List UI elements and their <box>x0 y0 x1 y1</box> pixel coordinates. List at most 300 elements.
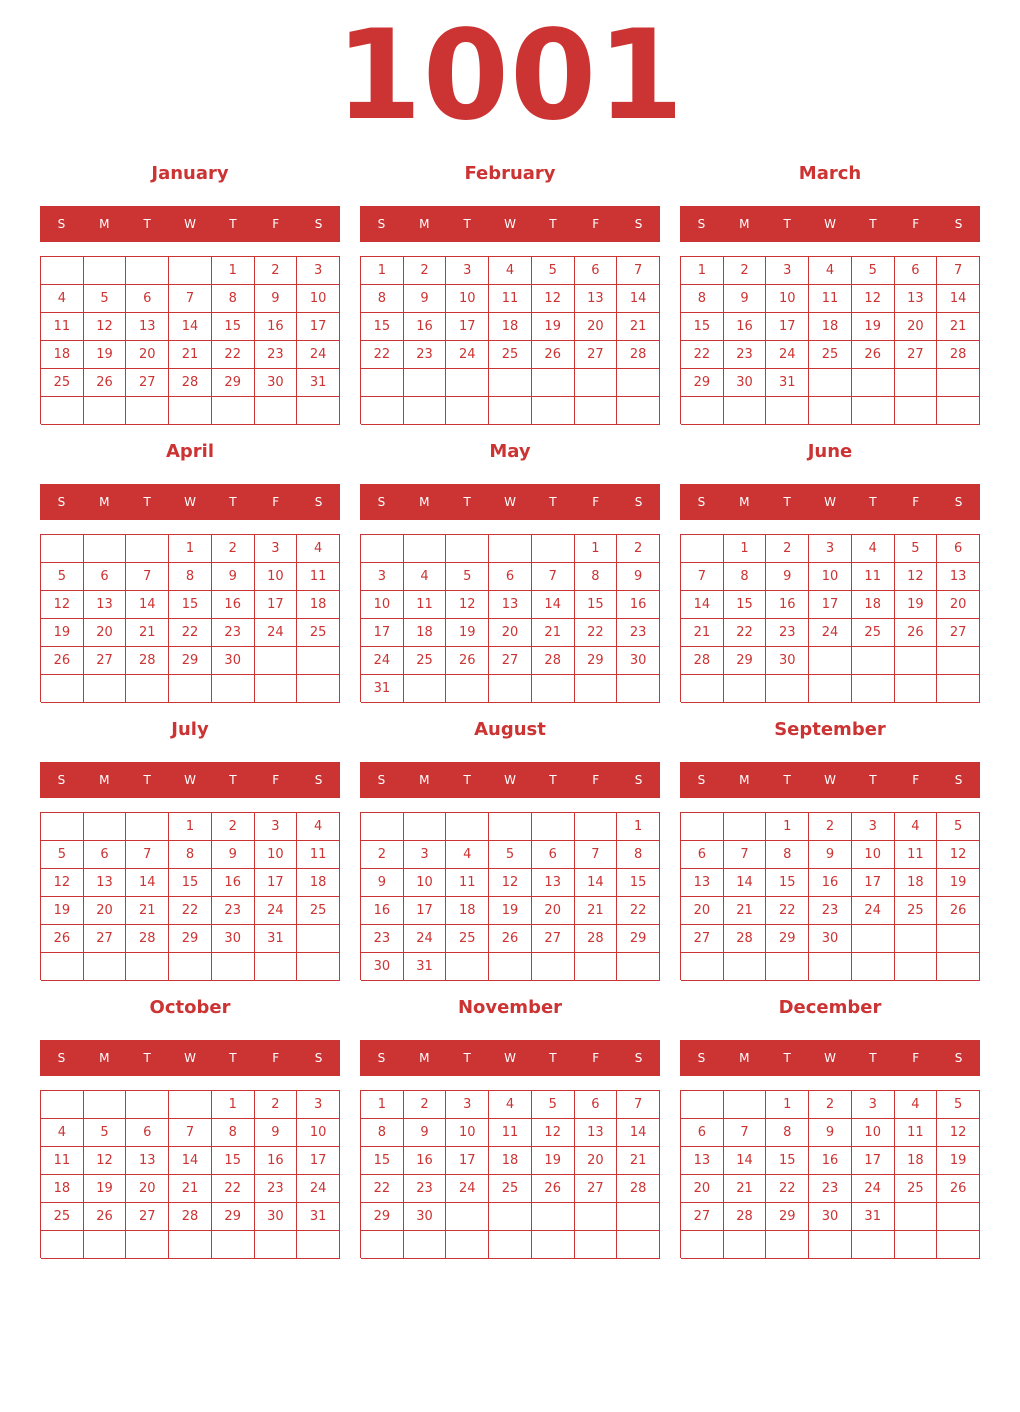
day-cell: 24 <box>361 647 404 675</box>
day-cell: 28 <box>681 647 724 675</box>
day-cell: 7 <box>532 563 575 591</box>
day-cell <box>532 813 575 841</box>
day-cell <box>404 1231 447 1259</box>
weekday-label: M <box>99 1051 110 1065</box>
day-cell: 15 <box>724 591 767 619</box>
day-cell <box>255 397 298 425</box>
day-cell: 19 <box>532 1147 575 1175</box>
day-cell: 12 <box>489 869 532 897</box>
day-cell <box>724 1091 767 1119</box>
day-cell: 25 <box>446 925 489 953</box>
day-cell <box>297 925 340 953</box>
day-cell <box>937 1203 980 1231</box>
day-cell: 18 <box>809 313 852 341</box>
day-cell: 26 <box>532 1175 575 1203</box>
day-cell: 29 <box>681 369 724 397</box>
day-cell: 2 <box>617 535 660 563</box>
weekday-header <box>680 206 980 242</box>
weekday-label: T <box>549 1051 557 1065</box>
day-cell: 5 <box>937 813 980 841</box>
day-cell <box>681 953 724 981</box>
weekday-label: F <box>912 217 920 231</box>
weekday-label: S <box>377 495 386 509</box>
day-cell: 7 <box>575 841 618 869</box>
day-cell <box>169 675 212 703</box>
day-cell: 25 <box>404 647 447 675</box>
month-title: September <box>774 719 886 740</box>
day-cell: 9 <box>404 1119 447 1147</box>
day-cell: 19 <box>446 619 489 647</box>
day-cell <box>404 535 447 563</box>
day-cell: 22 <box>361 1175 404 1203</box>
day-cell: 6 <box>126 1119 169 1147</box>
day-cell: 21 <box>126 897 169 925</box>
day-cell <box>575 1231 618 1259</box>
day-cell <box>895 675 938 703</box>
weekday-label: S <box>697 217 706 231</box>
day-cell: 25 <box>41 1203 84 1231</box>
month-title: November <box>457 997 563 1018</box>
day-cell <box>489 675 532 703</box>
day-cell: 20 <box>84 619 127 647</box>
month-title: June <box>807 441 853 462</box>
day-cell: 24 <box>446 1175 489 1203</box>
day-cell <box>575 675 618 703</box>
day-cell: 3 <box>446 257 489 285</box>
day-cell: 27 <box>489 647 532 675</box>
day-cell: 5 <box>41 841 84 869</box>
day-cell: 11 <box>297 841 340 869</box>
day-cell: 27 <box>575 1175 618 1203</box>
weekday-label: F <box>912 1051 920 1065</box>
day-cell: 13 <box>489 591 532 619</box>
weekday-label: S <box>57 1051 66 1065</box>
day-cell: 2 <box>212 813 255 841</box>
day-cell <box>575 369 618 397</box>
weekday-label: W <box>824 495 836 509</box>
day-cell: 8 <box>681 285 724 313</box>
day-cell: 15 <box>766 1147 809 1175</box>
day-cell: 26 <box>937 1175 980 1203</box>
day-cell <box>169 1091 212 1119</box>
day-cell: 27 <box>126 1203 169 1231</box>
day-cell: 18 <box>297 869 340 897</box>
day-cell <box>446 1231 489 1259</box>
day-cell <box>446 369 489 397</box>
month-title: December <box>778 997 882 1018</box>
day-cell <box>489 1203 532 1231</box>
weekday-label: T <box>869 773 877 787</box>
weekday-label: T <box>143 1051 151 1065</box>
day-cell <box>575 1203 618 1231</box>
day-cell: 9 <box>617 563 660 591</box>
day-cell: 1 <box>169 535 212 563</box>
day-cell: 1 <box>212 257 255 285</box>
day-cell: 21 <box>126 619 169 647</box>
day-cell <box>84 257 127 285</box>
day-cell <box>41 813 84 841</box>
day-cell: 15 <box>361 1147 404 1175</box>
day-cell: 20 <box>532 897 575 925</box>
day-cell: 1 <box>575 535 618 563</box>
day-cell: 25 <box>297 619 340 647</box>
weekday-label: S <box>57 773 66 787</box>
day-grid <box>680 534 980 702</box>
day-cell: 22 <box>361 341 404 369</box>
day-cell <box>532 1231 575 1259</box>
day-cell: 21 <box>617 313 660 341</box>
day-cell: 14 <box>126 869 169 897</box>
day-cell <box>766 675 809 703</box>
day-cell: 12 <box>41 591 84 619</box>
day-cell <box>852 397 895 425</box>
weekday-label: M <box>99 217 110 231</box>
day-cell <box>809 369 852 397</box>
day-cell: 6 <box>681 1119 724 1147</box>
day-cell: 8 <box>575 563 618 591</box>
day-cell <box>617 675 660 703</box>
day-cell: 14 <box>169 1147 212 1175</box>
day-cell <box>895 1231 938 1259</box>
day-cell: 20 <box>681 897 724 925</box>
day-cell: 19 <box>937 1147 980 1175</box>
day-cell: 8 <box>617 841 660 869</box>
day-cell <box>532 369 575 397</box>
day-cell: 21 <box>617 1147 660 1175</box>
day-cell: 23 <box>361 925 404 953</box>
day-cell: 31 <box>361 675 404 703</box>
day-cell: 8 <box>169 841 212 869</box>
day-cell: 21 <box>169 1175 212 1203</box>
day-cell: 15 <box>617 869 660 897</box>
day-cell: 30 <box>617 647 660 675</box>
day-cell <box>255 647 298 675</box>
day-cell <box>255 953 298 981</box>
day-cell <box>446 1203 489 1231</box>
day-cell: 12 <box>937 1119 980 1147</box>
day-cell <box>41 397 84 425</box>
day-cell <box>766 397 809 425</box>
day-cell: 25 <box>895 897 938 925</box>
day-cell: 13 <box>681 1147 724 1175</box>
weekday-label: S <box>314 773 323 787</box>
weekday-label: T <box>229 495 237 509</box>
day-cell: 27 <box>937 619 980 647</box>
day-cell: 25 <box>41 369 84 397</box>
weekday-label: M <box>419 1051 430 1065</box>
day-grid <box>680 1090 980 1258</box>
day-cell: 20 <box>126 341 169 369</box>
day-cell: 11 <box>404 591 447 619</box>
day-cell: 13 <box>575 285 618 313</box>
day-cell: 11 <box>489 285 532 313</box>
day-cell <box>724 813 767 841</box>
day-cell <box>41 675 84 703</box>
weekday-label: M <box>419 217 430 231</box>
weekday-label: W <box>504 495 516 509</box>
day-cell: 8 <box>724 563 767 591</box>
day-grid <box>40 256 340 424</box>
day-cell <box>895 953 938 981</box>
day-cell: 25 <box>489 341 532 369</box>
day-grid <box>360 1090 660 1258</box>
day-cell: 3 <box>361 563 404 591</box>
day-cell: 24 <box>852 1175 895 1203</box>
day-cell: 11 <box>809 285 852 313</box>
day-cell <box>169 397 212 425</box>
day-cell: 22 <box>212 341 255 369</box>
weekday-label: W <box>504 773 516 787</box>
day-cell: 21 <box>724 1175 767 1203</box>
day-cell <box>681 1231 724 1259</box>
weekday-label: T <box>783 1051 791 1065</box>
weekday-label: S <box>377 217 386 231</box>
weekday-label: S <box>954 773 963 787</box>
weekday-header <box>680 762 980 798</box>
day-cell: 23 <box>255 341 298 369</box>
day-cell <box>809 397 852 425</box>
day-cell: 24 <box>297 1175 340 1203</box>
day-cell: 4 <box>809 257 852 285</box>
day-cell: 27 <box>532 925 575 953</box>
day-cell: 16 <box>361 897 404 925</box>
day-cell <box>617 1231 660 1259</box>
day-cell <box>84 675 127 703</box>
weekday-label: W <box>504 1051 516 1065</box>
day-cell: 27 <box>681 1203 724 1231</box>
day-cell <box>852 369 895 397</box>
day-cell: 3 <box>809 535 852 563</box>
day-cell: 10 <box>446 285 489 313</box>
day-cell: 18 <box>41 1175 84 1203</box>
day-cell: 29 <box>169 925 212 953</box>
day-cell <box>126 675 169 703</box>
weekday-header <box>360 206 660 242</box>
day-cell: 19 <box>937 869 980 897</box>
weekday-header <box>40 206 340 242</box>
weekday-label: T <box>869 1051 877 1065</box>
day-cell <box>361 1231 404 1259</box>
day-cell: 24 <box>766 341 809 369</box>
day-cell: 23 <box>809 897 852 925</box>
day-cell <box>617 397 660 425</box>
day-cell <box>489 1231 532 1259</box>
day-cell: 24 <box>255 619 298 647</box>
day-cell: 5 <box>446 563 489 591</box>
day-cell: 16 <box>255 313 298 341</box>
day-cell: 14 <box>724 1147 767 1175</box>
weekday-label: T <box>143 217 151 231</box>
day-cell: 20 <box>681 1175 724 1203</box>
day-cell <box>724 1231 767 1259</box>
day-cell: 6 <box>681 841 724 869</box>
day-cell: 10 <box>446 1119 489 1147</box>
day-cell <box>446 813 489 841</box>
weekday-label: S <box>634 773 643 787</box>
day-cell <box>41 1091 84 1119</box>
day-cell: 9 <box>361 869 404 897</box>
day-cell: 23 <box>766 619 809 647</box>
day-cell <box>937 675 980 703</box>
day-cell: 4 <box>297 813 340 841</box>
day-cell <box>681 813 724 841</box>
day-cell: 12 <box>84 313 127 341</box>
weekday-label: F <box>912 773 920 787</box>
day-cell: 12 <box>84 1147 127 1175</box>
day-cell: 8 <box>766 1119 809 1147</box>
day-cell: 7 <box>169 1119 212 1147</box>
day-grid <box>360 812 660 980</box>
day-cell: 25 <box>852 619 895 647</box>
day-cell: 18 <box>852 591 895 619</box>
day-cell: 18 <box>489 1147 532 1175</box>
day-cell <box>937 369 980 397</box>
weekday-header <box>40 1040 340 1076</box>
day-cell <box>212 675 255 703</box>
day-cell <box>681 397 724 425</box>
day-cell: 16 <box>809 1147 852 1175</box>
weekday-header <box>40 762 340 798</box>
weekday-label: W <box>184 773 196 787</box>
day-cell: 19 <box>895 591 938 619</box>
day-cell: 29 <box>169 647 212 675</box>
day-cell: 2 <box>404 257 447 285</box>
day-cell: 20 <box>575 1147 618 1175</box>
weekday-label: W <box>824 1051 836 1065</box>
day-cell <box>84 813 127 841</box>
day-cell: 2 <box>809 1091 852 1119</box>
day-cell: 23 <box>255 1175 298 1203</box>
day-cell <box>212 953 255 981</box>
day-cell: 9 <box>766 563 809 591</box>
month-title: February <box>464 163 556 184</box>
day-cell: 8 <box>169 563 212 591</box>
day-cell <box>169 257 212 285</box>
day-cell: 12 <box>895 563 938 591</box>
weekday-label: S <box>634 495 643 509</box>
day-cell: 10 <box>361 591 404 619</box>
day-cell: 11 <box>489 1119 532 1147</box>
weekday-label: S <box>954 217 963 231</box>
day-cell: 1 <box>212 1091 255 1119</box>
weekday-label: W <box>504 217 516 231</box>
day-cell: 7 <box>617 1091 660 1119</box>
day-cell <box>126 1091 169 1119</box>
day-cell: 28 <box>532 647 575 675</box>
weekday-label: T <box>229 1051 237 1065</box>
day-cell: 21 <box>532 619 575 647</box>
day-cell <box>852 953 895 981</box>
day-cell <box>937 953 980 981</box>
day-cell: 8 <box>766 841 809 869</box>
day-cell: 13 <box>937 563 980 591</box>
day-cell <box>446 535 489 563</box>
day-cell <box>852 675 895 703</box>
day-cell: 21 <box>681 619 724 647</box>
day-cell <box>937 397 980 425</box>
day-cell <box>297 675 340 703</box>
weekday-label: T <box>783 773 791 787</box>
month-title: October <box>149 997 231 1018</box>
day-cell: 6 <box>895 257 938 285</box>
day-cell <box>84 953 127 981</box>
day-cell <box>255 675 298 703</box>
day-cell: 31 <box>404 953 447 981</box>
day-cell: 10 <box>852 1119 895 1147</box>
weekday-label: T <box>549 217 557 231</box>
day-grid <box>40 812 340 980</box>
day-cell <box>766 953 809 981</box>
day-cell: 4 <box>489 257 532 285</box>
weekday-label: T <box>783 217 791 231</box>
weekday-label: S <box>314 495 323 509</box>
day-cell <box>895 397 938 425</box>
weekday-label: F <box>272 495 280 509</box>
day-cell: 13 <box>84 591 127 619</box>
day-cell <box>126 1231 169 1259</box>
day-cell: 24 <box>852 897 895 925</box>
weekday-label: W <box>184 495 196 509</box>
weekday-label: T <box>549 773 557 787</box>
day-cell: 23 <box>212 619 255 647</box>
day-cell: 17 <box>446 313 489 341</box>
day-cell: 25 <box>297 897 340 925</box>
day-cell: 31 <box>297 1203 340 1231</box>
weekday-label: F <box>592 217 600 231</box>
day-cell: 9 <box>724 285 767 313</box>
day-cell: 20 <box>575 313 618 341</box>
day-cell: 16 <box>766 591 809 619</box>
weekday-label: M <box>419 773 430 787</box>
day-cell <box>361 397 404 425</box>
day-cell: 13 <box>681 869 724 897</box>
day-cell <box>361 535 404 563</box>
day-cell: 14 <box>681 591 724 619</box>
day-cell <box>404 369 447 397</box>
weekday-label: T <box>783 495 791 509</box>
day-cell <box>41 1231 84 1259</box>
day-cell: 17 <box>297 1147 340 1175</box>
day-cell: 30 <box>766 647 809 675</box>
day-cell <box>724 397 767 425</box>
weekday-label: M <box>739 773 750 787</box>
day-cell <box>361 369 404 397</box>
day-cell: 17 <box>852 1147 895 1175</box>
day-cell: 7 <box>169 285 212 313</box>
weekday-label: F <box>272 217 280 231</box>
day-cell <box>809 1231 852 1259</box>
day-cell: 17 <box>404 897 447 925</box>
day-cell: 12 <box>532 285 575 313</box>
day-cell: 17 <box>297 313 340 341</box>
day-cell: 28 <box>126 647 169 675</box>
day-cell: 6 <box>532 841 575 869</box>
day-cell: 20 <box>937 591 980 619</box>
month-title: July <box>171 719 209 740</box>
day-cell: 19 <box>41 619 84 647</box>
day-cell: 21 <box>724 897 767 925</box>
day-cell: 4 <box>297 535 340 563</box>
weekday-label: S <box>377 1051 386 1065</box>
day-cell: 20 <box>895 313 938 341</box>
day-cell: 23 <box>404 1175 447 1203</box>
day-cell: 26 <box>41 647 84 675</box>
day-cell <box>489 535 532 563</box>
day-cell: 9 <box>255 285 298 313</box>
day-cell <box>575 813 618 841</box>
day-cell: 19 <box>41 897 84 925</box>
day-cell: 17 <box>255 591 298 619</box>
